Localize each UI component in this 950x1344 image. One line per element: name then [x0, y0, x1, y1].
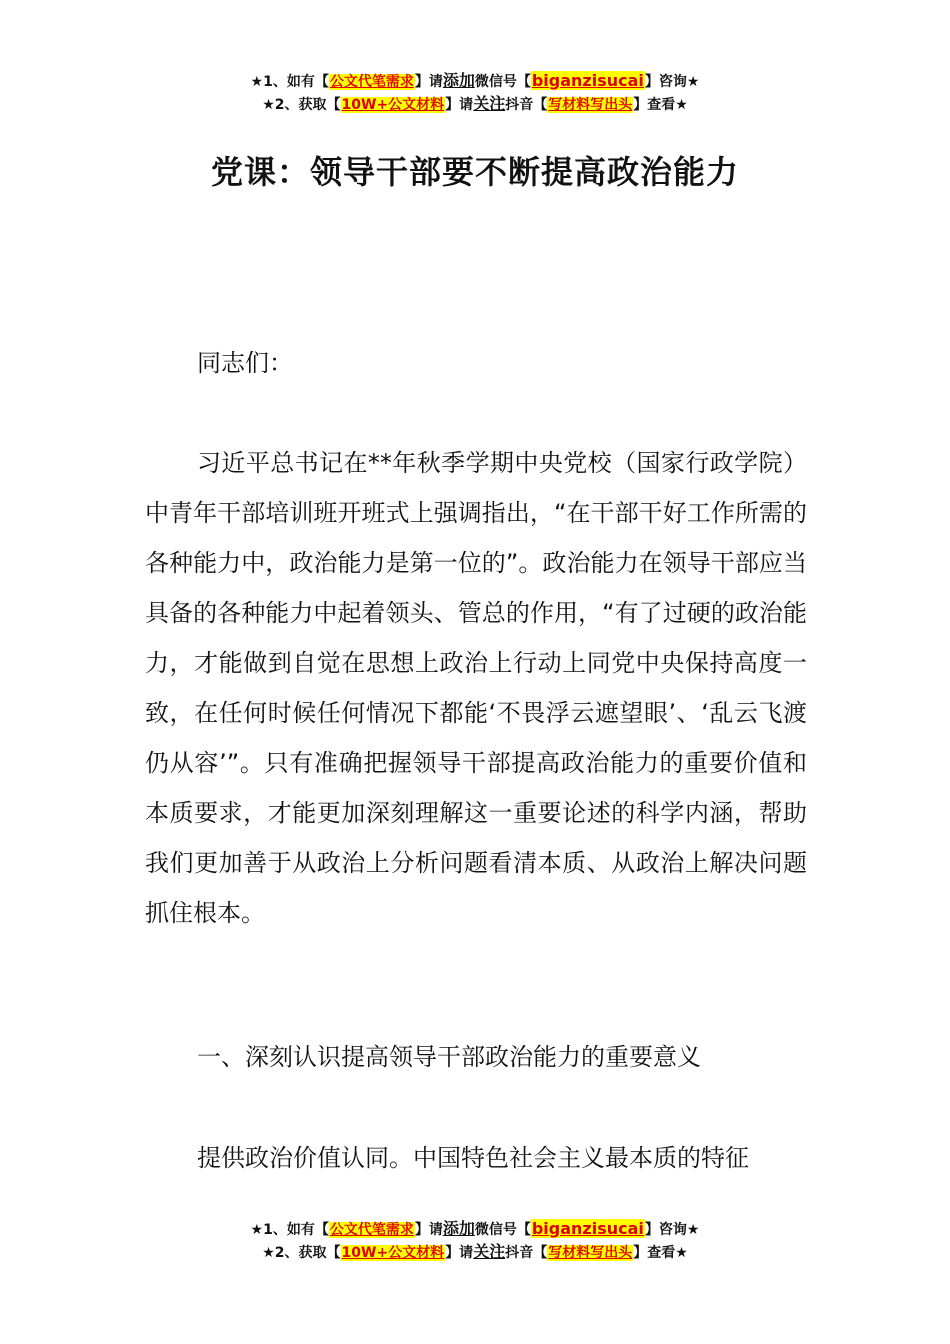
banner-text: 】请	[445, 1245, 474, 1261]
banner-text: 】咨询★	[644, 1222, 700, 1238]
banner-text: ★1、如有【	[250, 74, 329, 90]
banner-text: 】请	[445, 97, 474, 113]
banner-emphasis: 添加	[442, 71, 475, 90]
section-heading: 一、深刻认识提高领导干部政治能力的重要意义	[197, 1043, 701, 1071]
banner-highlight-materials: 10W+公文材料	[341, 1245, 445, 1261]
banner-highlight-service: 公文代笔需求	[329, 74, 414, 90]
bottom-banner	[0, 1218, 950, 1264]
banner-highlight-wechat-id: biganzisucai	[531, 1219, 644, 1238]
banner-highlight-douyin: 写材料写出头	[548, 97, 633, 113]
banner-line-2	[0, 1241, 950, 1264]
banner-line-2	[0, 93, 950, 116]
banner-text: ★2、获取【	[262, 97, 341, 113]
greeting: 同志们：	[197, 349, 293, 377]
banner-text: 】请	[414, 74, 443, 90]
banner-emphasis: 关注	[473, 1242, 506, 1261]
banner-line-1	[0, 70, 950, 93]
banner-text: 】查看★	[633, 1245, 688, 1261]
banner-highlight-wechat-id: biganzisucai	[531, 71, 644, 90]
document-title: 党课：领导干部要不断提高政治能力	[210, 153, 739, 191]
banner-text: ★2、获取【	[262, 1245, 341, 1261]
banner-line-1	[0, 1218, 950, 1241]
banner-text: ★1、如有【	[250, 1222, 329, 1238]
banner-text: 微信号【	[474, 1222, 531, 1238]
top-banner	[0, 70, 950, 116]
body-paragraph: 习近平总书记在**年秋季学期中央党校（国家行政学院）中青年干部培训班开班式上强调指出，“在干部干好工作所需的各种能力中，政治能力是第一位的”。政治能力在领导干部应当具备的各种能力中起着领头、管总的作用，“有了过硬的政治能力，才能做到自觉在思想上政治上行动上同党中央保持高度一致，在任何时候任何情况下都能‘不畏浮云遮望眼’、‘乱云飞渡仍从容’”。只有准确把握领导干部提高政治能力的重要价值和本质要求，才能更加深刻理解这一重要论述的科学内涵，帮助我们更加善于从政治上分析问题看清本质、从政治上解决问题抓住根本。	[145, 449, 807, 927]
banner-highlight-douyin: 写材料写出头	[548, 1245, 633, 1261]
banner-text: 抖音【	[505, 97, 548, 113]
banner-text: 微信号【	[474, 74, 531, 90]
banner-text: 】咨询★	[644, 74, 700, 90]
banner-emphasis: 添加	[442, 1219, 475, 1238]
banner-text: 抖音【	[505, 1245, 548, 1261]
banner-text: 】查看★	[633, 97, 688, 113]
banner-text: 】请	[414, 1222, 443, 1238]
banner-highlight-service: 公文代笔需求	[329, 1222, 414, 1238]
banner-highlight-materials: 10W+公文材料	[341, 97, 445, 113]
banner-emphasis: 关注	[473, 94, 506, 113]
body-paragraph: 提供政治价值认同。中国特色社会主义最本质的特征	[197, 1144, 749, 1172]
